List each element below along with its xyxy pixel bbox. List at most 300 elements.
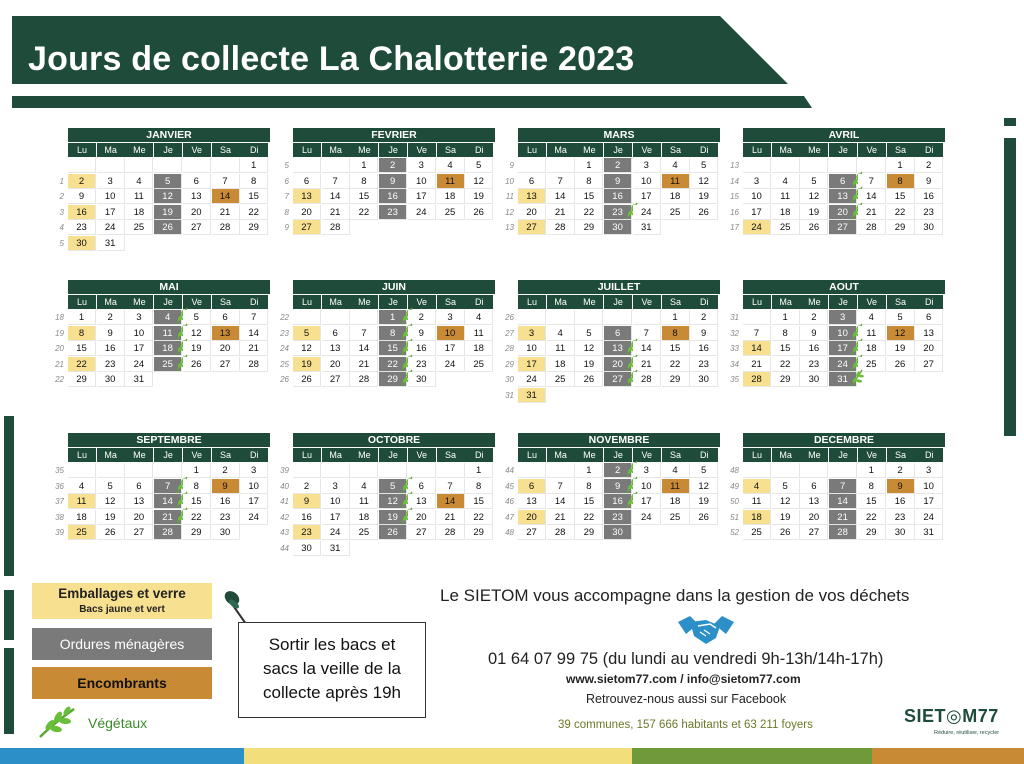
calendar-day: 19 bbox=[690, 494, 718, 509]
weekday-header: Sa bbox=[662, 295, 690, 309]
calendar-day: 13 bbox=[183, 189, 211, 204]
week-number: 26 bbox=[280, 375, 289, 384]
week-number bbox=[50, 158, 64, 173]
calendar-day: 19 bbox=[887, 341, 915, 356]
calendar-day bbox=[293, 310, 321, 325]
weekday-header: Je bbox=[379, 143, 407, 157]
calendar-day: 7 bbox=[829, 479, 857, 494]
calendar-day: 11 bbox=[68, 494, 96, 509]
calendar-day: 15 bbox=[465, 494, 493, 509]
week-number: 20 bbox=[55, 344, 64, 353]
calendar-day: 12 bbox=[887, 326, 915, 341]
calendar-day bbox=[547, 158, 575, 173]
week-number: 26 bbox=[505, 313, 514, 322]
calendar-day bbox=[212, 236, 240, 251]
week-number: 33 bbox=[730, 344, 739, 353]
calendar-day: 12 bbox=[772, 494, 800, 509]
week-number: 34 bbox=[730, 359, 739, 369]
calendar-day: 31 bbox=[518, 388, 546, 403]
weekday-header: Sa bbox=[662, 448, 690, 462]
month-name: SEPTEMBRE bbox=[68, 433, 270, 447]
calendar-day: 9 bbox=[604, 479, 632, 494]
calendar-day: 4 bbox=[772, 174, 800, 189]
weekday-header: Me bbox=[575, 295, 603, 309]
calendar-day: 12 bbox=[154, 189, 182, 204]
weekday-header: Ma bbox=[97, 295, 125, 309]
weekday-header: Ve bbox=[858, 448, 886, 462]
calendar-day: 16 bbox=[408, 341, 436, 356]
calendar-day: 3 bbox=[240, 463, 268, 478]
calendar-day bbox=[293, 158, 321, 173]
legend-emballages-label: Emballages et verre bbox=[58, 586, 186, 601]
calendar-day: 23 bbox=[887, 510, 915, 525]
weekday-header: Ve bbox=[633, 448, 661, 462]
calendar-day bbox=[379, 541, 407, 556]
calendar-day: 7 bbox=[240, 310, 268, 325]
calendar-day bbox=[858, 372, 886, 387]
calendar-day bbox=[240, 236, 268, 251]
calendar-day: 15 bbox=[575, 189, 603, 204]
calendar-day: 11 bbox=[437, 174, 465, 189]
calendar-day: 13 bbox=[829, 189, 857, 204]
bottom-color-bar bbox=[0, 748, 1024, 764]
calendar-day: 26 bbox=[575, 372, 603, 387]
calendar-day: 26 bbox=[690, 510, 718, 525]
calendar-day: 27 bbox=[800, 525, 828, 540]
calendar-day: 22 bbox=[183, 510, 211, 525]
calendar-day: 8 bbox=[858, 479, 886, 494]
calendar-day bbox=[212, 158, 240, 173]
calendar-day: 22 bbox=[379, 357, 407, 372]
calendar-day: 11 bbox=[743, 494, 771, 509]
calendar-day: 6 bbox=[212, 310, 240, 325]
calendar-day: 3 bbox=[125, 310, 153, 325]
calendar-day: 27 bbox=[125, 525, 153, 540]
calendar-day: 8 bbox=[240, 174, 268, 189]
weekday-header: Sa bbox=[437, 143, 465, 157]
calendar-day: 14 bbox=[154, 494, 182, 509]
weekday-header: Ve bbox=[633, 295, 661, 309]
calendar-day: 25 bbox=[125, 220, 153, 235]
calendar-day: 11 bbox=[662, 174, 690, 189]
weekday-header: Me bbox=[800, 295, 828, 309]
calendar-day: 15 bbox=[379, 341, 407, 356]
calendar-day: 21 bbox=[633, 357, 661, 372]
calendar-day: 10 bbox=[240, 479, 268, 494]
weekday-header: Lu bbox=[293, 143, 321, 157]
month-name: DECEMBRE bbox=[743, 433, 945, 447]
calendar-day bbox=[858, 158, 886, 173]
calendar-day: 10 bbox=[322, 494, 350, 509]
calendar-day: 25 bbox=[772, 220, 800, 235]
weekday-header: Je bbox=[604, 448, 632, 462]
calendar-day: 21 bbox=[547, 205, 575, 220]
week-number: 24 bbox=[280, 344, 289, 353]
calendar-day: 20 bbox=[829, 205, 857, 220]
calendar-day bbox=[575, 388, 603, 403]
calendar-day: 5 bbox=[183, 310, 211, 325]
calendar-day: 11 bbox=[350, 494, 378, 509]
calendar-day: 22 bbox=[350, 205, 378, 220]
calendar-day: 19 bbox=[293, 357, 321, 372]
calendar-day: 19 bbox=[465, 189, 493, 204]
calendar-day: 28 bbox=[437, 525, 465, 540]
calendar-day: 17 bbox=[437, 341, 465, 356]
calendar-day bbox=[322, 463, 350, 478]
calendar-day: 13 bbox=[322, 341, 350, 356]
calendar-day: 2 bbox=[800, 310, 828, 325]
stats-text: 39 communes, 157 666 habitants et 63 211 foyers bbox=[558, 719, 813, 731]
week-number: 2 bbox=[59, 192, 64, 201]
calendar-day: 19 bbox=[800, 205, 828, 220]
weekday-header: Me bbox=[125, 143, 153, 157]
calendar-day: 23 bbox=[604, 205, 632, 220]
week-number: 1 bbox=[59, 176, 64, 186]
weekday-header: Ma bbox=[97, 143, 125, 157]
calendar-day bbox=[240, 372, 268, 387]
calendar-day: 22 bbox=[662, 357, 690, 372]
calendar-day: 20 bbox=[183, 205, 211, 220]
calendar-day: 8 bbox=[350, 174, 378, 189]
weekday-header: Sa bbox=[437, 448, 465, 462]
calendar-day bbox=[68, 463, 96, 478]
weekday-header: Ve bbox=[183, 143, 211, 157]
week-number: 49 bbox=[730, 481, 739, 491]
calendar-day: 24 bbox=[829, 357, 857, 372]
calendar-day: 21 bbox=[322, 205, 350, 220]
calendar-day: 1 bbox=[465, 463, 493, 478]
calendar-day: 5 bbox=[379, 479, 407, 494]
calendar-day: 23 bbox=[604, 510, 632, 525]
weekday-header: Je bbox=[829, 143, 857, 157]
weekday-header: Sa bbox=[437, 295, 465, 309]
calendar-day: 15 bbox=[772, 341, 800, 356]
week-number: 16 bbox=[730, 207, 739, 217]
calendar-day: 10 bbox=[633, 174, 661, 189]
calendar-day: 9 bbox=[97, 326, 125, 341]
calendar-day: 30 bbox=[800, 372, 828, 387]
calendar-day: 10 bbox=[408, 174, 436, 189]
calendar-day: 25 bbox=[465, 357, 493, 372]
calendar-day: 17 bbox=[915, 494, 943, 509]
calendar-day: 11 bbox=[547, 341, 575, 356]
calendar-day: 21 bbox=[829, 510, 857, 525]
calendar-day: 22 bbox=[772, 357, 800, 372]
calendar-day: 13 bbox=[800, 494, 828, 509]
calendar-day: 10 bbox=[633, 479, 661, 494]
weekday-header: Je bbox=[604, 295, 632, 309]
weekday-header: Lu bbox=[68, 295, 96, 309]
calendar-day bbox=[154, 372, 182, 387]
month-name: AOUT bbox=[743, 280, 945, 294]
calendar-day: 18 bbox=[437, 189, 465, 204]
calendar-day: 15 bbox=[350, 189, 378, 204]
week-number: 4 bbox=[59, 223, 64, 232]
calendar-day: 17 bbox=[633, 189, 661, 204]
weekday-header: Je bbox=[829, 295, 857, 309]
calendar-day bbox=[662, 525, 690, 540]
weekday-header: Lu bbox=[743, 295, 771, 309]
calendar-day: 31 bbox=[125, 372, 153, 387]
calendar-day: 13 bbox=[915, 326, 943, 341]
calendar-day: 21 bbox=[743, 357, 771, 372]
calendar-day bbox=[829, 158, 857, 173]
calendar-day: 1 bbox=[240, 158, 268, 173]
calendar-day: 22 bbox=[68, 357, 96, 372]
calendar-day: 28 bbox=[240, 357, 268, 372]
weekday-header: Lu bbox=[68, 143, 96, 157]
week-number: 5 bbox=[284, 161, 289, 170]
calendar-day bbox=[437, 220, 465, 235]
weekday-header: Di bbox=[465, 295, 493, 309]
calendar-day: 13 bbox=[212, 326, 240, 341]
calendar-day: 23 bbox=[212, 510, 240, 525]
month-name: JANVIER bbox=[68, 128, 270, 142]
calendar-day bbox=[915, 372, 943, 387]
week-number: 22 bbox=[55, 375, 64, 384]
calendar-day bbox=[690, 525, 718, 540]
calendar-day: 31 bbox=[633, 220, 661, 235]
calendar-day: 7 bbox=[322, 174, 350, 189]
calendar-day: 16 bbox=[293, 510, 321, 525]
calendar-day: 25 bbox=[743, 525, 771, 540]
calendar-day: 12 bbox=[800, 189, 828, 204]
calendar-day bbox=[437, 541, 465, 556]
week-number: 40 bbox=[280, 481, 289, 491]
calendar-day: 14 bbox=[829, 494, 857, 509]
calendar-day: 9 bbox=[293, 494, 321, 509]
calendar-day: 3 bbox=[633, 463, 661, 478]
weekday-header: Me bbox=[800, 448, 828, 462]
calendar-day: 17 bbox=[829, 341, 857, 356]
calendar-day: 2 bbox=[212, 463, 240, 478]
week-number: 51 bbox=[730, 512, 739, 522]
calendar-day: 18 bbox=[547, 357, 575, 372]
week-number: 39 bbox=[280, 466, 289, 475]
calendar-day: 4 bbox=[547, 326, 575, 341]
calendar-day: 21 bbox=[350, 357, 378, 372]
calendar-day: 20 bbox=[915, 341, 943, 356]
week-number: 6 bbox=[284, 176, 289, 186]
calendar-day: 16 bbox=[604, 494, 632, 509]
weekday-header: Di bbox=[915, 295, 943, 309]
weekday-header: Di bbox=[465, 448, 493, 462]
calendar-day: 22 bbox=[575, 510, 603, 525]
calendar-day: 4 bbox=[858, 310, 886, 325]
calendar-day: 1 bbox=[183, 463, 211, 478]
calendar-day: 13 bbox=[518, 494, 546, 509]
calendar-day: 31 bbox=[829, 372, 857, 387]
bottom-bar-segment bbox=[244, 748, 632, 764]
calendar-day: 26 bbox=[800, 220, 828, 235]
calendar-day: 18 bbox=[858, 341, 886, 356]
week-number: 48 bbox=[730, 466, 739, 475]
leaf-icon bbox=[36, 705, 80, 741]
calendar-day: 20 bbox=[293, 205, 321, 220]
calendar-day: 20 bbox=[604, 357, 632, 372]
calendar-day: 3 bbox=[829, 310, 857, 325]
calendar-day: 25 bbox=[437, 205, 465, 220]
calendar-day: 8 bbox=[575, 174, 603, 189]
calendar-day: 27 bbox=[322, 372, 350, 387]
calendar-day: 18 bbox=[350, 510, 378, 525]
weekday-header: Lu bbox=[743, 143, 771, 157]
month-name: MAI bbox=[68, 280, 270, 294]
calendar-day: 7 bbox=[633, 326, 661, 341]
calendar-day: 10 bbox=[829, 326, 857, 341]
calendar-day bbox=[350, 463, 378, 478]
week-number: 10 bbox=[505, 176, 514, 186]
legend-encombrants: Encombrants bbox=[32, 667, 212, 699]
calendar-day: 15 bbox=[183, 494, 211, 509]
calendar-day: 4 bbox=[437, 158, 465, 173]
calendar-day: 4 bbox=[350, 479, 378, 494]
calendar-day: 6 bbox=[408, 479, 436, 494]
weekday-header: Me bbox=[350, 295, 378, 309]
week-number: 19 bbox=[55, 328, 64, 338]
calendar-day: 25 bbox=[858, 357, 886, 372]
calendar-day: 22 bbox=[465, 510, 493, 525]
calendar-day: 23 bbox=[915, 205, 943, 220]
weekday-header: Me bbox=[125, 295, 153, 309]
calendar-day: 5 bbox=[887, 310, 915, 325]
calendar-day: 15 bbox=[662, 341, 690, 356]
week-number: 13 bbox=[730, 161, 739, 170]
calendar-day: 31 bbox=[915, 525, 943, 540]
month-name: NOVEMBRE bbox=[518, 433, 720, 447]
calendar-day: 22 bbox=[575, 205, 603, 220]
reminder-line: Sortir les bacs et bbox=[268, 635, 396, 654]
calendar-day: 12 bbox=[293, 341, 321, 356]
calendar-day bbox=[125, 463, 153, 478]
calendar-day: 13 bbox=[293, 189, 321, 204]
calendar-day: 27 bbox=[829, 220, 857, 235]
month-name: JUIN bbox=[293, 280, 495, 294]
calendar-day bbox=[154, 236, 182, 251]
calendar-day: 14 bbox=[322, 189, 350, 204]
calendar-day: 23 bbox=[68, 220, 96, 235]
calendar-day bbox=[125, 236, 153, 251]
website-email-link[interactable]: www.sietom77.com / info@sietom77.com bbox=[566, 672, 801, 686]
calendar-day bbox=[887, 372, 915, 387]
calendar-day: 25 bbox=[662, 510, 690, 525]
calendar-day bbox=[437, 372, 465, 387]
calendar-day: 25 bbox=[547, 372, 575, 387]
weekday-header: Je bbox=[154, 143, 182, 157]
calendar-day bbox=[154, 463, 182, 478]
calendar-day: 3 bbox=[633, 158, 661, 173]
calendar-day: 9 bbox=[379, 174, 407, 189]
calendar-day: 29 bbox=[68, 372, 96, 387]
calendar-day: 5 bbox=[97, 479, 125, 494]
calendar-day: 11 bbox=[154, 326, 182, 341]
calendar-day bbox=[547, 463, 575, 478]
calendar-day bbox=[547, 310, 575, 325]
calendar-day: 14 bbox=[858, 189, 886, 204]
calendar-day: 2 bbox=[604, 158, 632, 173]
calendar-day: 11 bbox=[772, 189, 800, 204]
week-number: 8 bbox=[284, 207, 289, 217]
calendar-day: 30 bbox=[212, 525, 240, 540]
calendar-day: 15 bbox=[858, 494, 886, 509]
week-number: 11 bbox=[505, 192, 514, 201]
weekday-header: Je bbox=[379, 295, 407, 309]
week-number: 12 bbox=[505, 207, 514, 217]
calendar-day: 28 bbox=[212, 220, 240, 235]
calendar-day: 25 bbox=[662, 205, 690, 220]
calendar-day: 21 bbox=[858, 205, 886, 220]
calendar-day: 19 bbox=[183, 341, 211, 356]
calendar-day: 19 bbox=[154, 205, 182, 220]
calendar-day: 4 bbox=[662, 158, 690, 173]
week-number: 38 bbox=[55, 512, 64, 522]
calendar-day: 29 bbox=[183, 525, 211, 540]
week-number: 45 bbox=[505, 481, 514, 491]
calendar-day: 4 bbox=[465, 310, 493, 325]
week-number: 28 bbox=[505, 344, 514, 353]
calendar-day: 20 bbox=[800, 510, 828, 525]
calendar-day: 9 bbox=[800, 326, 828, 341]
weekday-header: Je bbox=[154, 295, 182, 309]
week-number: 42 bbox=[280, 512, 289, 522]
weekday-header: Di bbox=[240, 295, 268, 309]
reminder-line: sacs la veille de la bbox=[263, 659, 401, 678]
week-number: 31 bbox=[505, 390, 514, 400]
calendar-day: 19 bbox=[690, 189, 718, 204]
calendar-day: 23 bbox=[800, 357, 828, 372]
weekday-header: Me bbox=[350, 448, 378, 462]
calendar-day: 28 bbox=[547, 525, 575, 540]
calendar-day: 25 bbox=[350, 525, 378, 540]
calendar-day: 3 bbox=[322, 479, 350, 494]
calendar-day: 28 bbox=[633, 372, 661, 387]
month-name: MARS bbox=[518, 128, 720, 142]
calendar-day: 31 bbox=[322, 541, 350, 556]
calendar-day: 2 bbox=[408, 310, 436, 325]
week-number: 41 bbox=[280, 497, 289, 506]
calendar-day bbox=[604, 310, 632, 325]
calendar-day: 12 bbox=[379, 494, 407, 509]
calendar-day bbox=[379, 220, 407, 235]
calendar-day bbox=[437, 463, 465, 478]
calendar-day: 4 bbox=[125, 174, 153, 189]
legend-ordures: Ordures ménagères bbox=[32, 628, 212, 660]
calendar-day: 29 bbox=[887, 220, 915, 235]
calendar-day: 7 bbox=[547, 479, 575, 494]
calendar-day: 6 bbox=[800, 479, 828, 494]
calendar-day: 1 bbox=[887, 158, 915, 173]
calendar-day: 19 bbox=[575, 357, 603, 372]
calendar-day: 19 bbox=[97, 510, 125, 525]
calendar-day: 26 bbox=[887, 357, 915, 372]
calendar-day: 27 bbox=[212, 357, 240, 372]
calendar-day bbox=[772, 158, 800, 173]
calendar-day: 11 bbox=[662, 479, 690, 494]
calendar-day: 3 bbox=[97, 174, 125, 189]
calendar-day: 6 bbox=[604, 326, 632, 341]
weekday-header: Ma bbox=[322, 295, 350, 309]
calendar-day: 14 bbox=[350, 341, 378, 356]
calendar-day: 21 bbox=[240, 341, 268, 356]
calendar-day: 22 bbox=[240, 205, 268, 220]
facebook-text: Retrouvez-nous aussi sur Facebook bbox=[586, 692, 787, 706]
week-number: 31 bbox=[730, 313, 739, 322]
calendar-day: 5 bbox=[293, 326, 321, 341]
week-number: 35 bbox=[55, 466, 64, 475]
calendar-day: 24 bbox=[240, 510, 268, 525]
weekday-header: Lu bbox=[293, 295, 321, 309]
weekday-header: Di bbox=[465, 143, 493, 157]
